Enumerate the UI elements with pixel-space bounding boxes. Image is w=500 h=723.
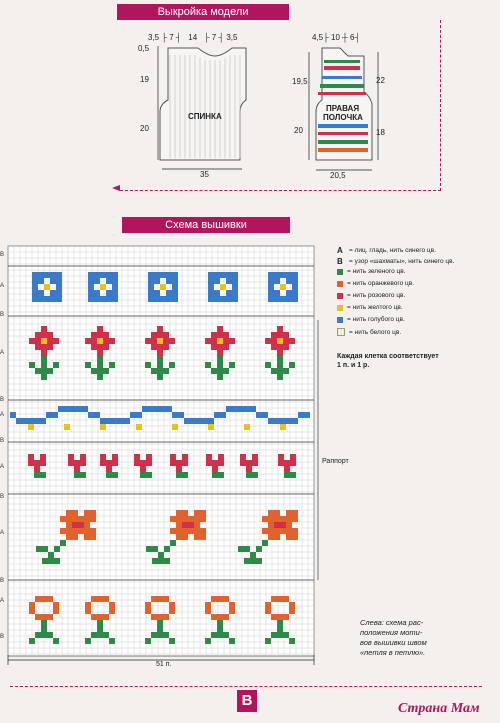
row-label: В [0, 438, 5, 444]
watermark: Страна Мам [398, 701, 480, 716]
row-label: А [0, 530, 5, 536]
swatch-yellow [337, 305, 343, 311]
row-label: А [0, 464, 5, 470]
back-dim-top: 3,5 ├ 7 ┤ 14 ├ 7 ┤ 3,5 [148, 33, 238, 42]
row-label: А [0, 412, 5, 418]
back-label: СПИНКА [188, 112, 222, 121]
bottom-rule [10, 686, 482, 687]
row-label: В [0, 494, 5, 500]
row-label: В [0, 634, 5, 640]
rapport-label: Раппорт [322, 458, 349, 465]
embroidery-title-banner: Схема вышивки [122, 217, 290, 233]
back-dim-bottom: 35 [200, 170, 209, 179]
legend-item: = нить белого цв. [337, 328, 401, 336]
back-dim-left-bottom: 20 [140, 124, 149, 133]
front-dim-bottom: 20,5 [330, 171, 346, 180]
left-note: Слева: схема рас- положения моти- вов вышивки швом «петля в петлю». [360, 618, 427, 657]
legend-item: = нить зеленого цв. [337, 268, 406, 275]
legend-item: = нить голубого цв. [337, 316, 405, 323]
swatch-white [337, 328, 345, 336]
swatch-pink [337, 293, 343, 299]
back-dim-left-top: 0,5 [138, 44, 150, 53]
pattern-title-banner: Выкройка модели [117, 4, 289, 20]
legend-item: = нить розового цв. [337, 292, 405, 299]
row-label: В [0, 578, 5, 584]
legend-item: = нить желтого цв. [337, 304, 403, 311]
chart-background [8, 246, 314, 656]
front-dim-left-mid: 19,5 [292, 77, 308, 86]
row-label: В [0, 312, 5, 318]
swatch-orange [337, 281, 343, 287]
legend-item: = нить оранжевого цв. [337, 280, 414, 287]
front-dim-left-bottom: 20 [294, 126, 303, 135]
width-label: 51 п. [156, 661, 172, 668]
row-label: А [0, 283, 5, 289]
back-dim-left-mid: 19 [140, 75, 149, 84]
front-dim-right-bottom: 18 [376, 128, 385, 137]
swatch-green [337, 269, 343, 275]
front-dim-top: 4,5├ 10 ┼ 6┤ [312, 33, 361, 42]
front-label-1: ПРАВАЯ [326, 104, 360, 113]
page-letter: В [237, 690, 257, 712]
row-label: В [0, 397, 5, 403]
legend-item: В = узор «шахматы», нить синего цв. [337, 257, 455, 266]
row-label: А [0, 598, 5, 604]
row-label: В [0, 252, 5, 258]
front-dim-right-top: 22 [376, 76, 385, 85]
swatch-blue [337, 317, 343, 323]
cell-note: Каждая клетка соответствует 1 п. и 1 р. [337, 353, 439, 369]
front-label-2: ПОЛОЧКА [323, 113, 363, 122]
row-label: А [0, 350, 5, 356]
legend-item: А = лиц. гладь, нить синего цв. [337, 246, 436, 255]
